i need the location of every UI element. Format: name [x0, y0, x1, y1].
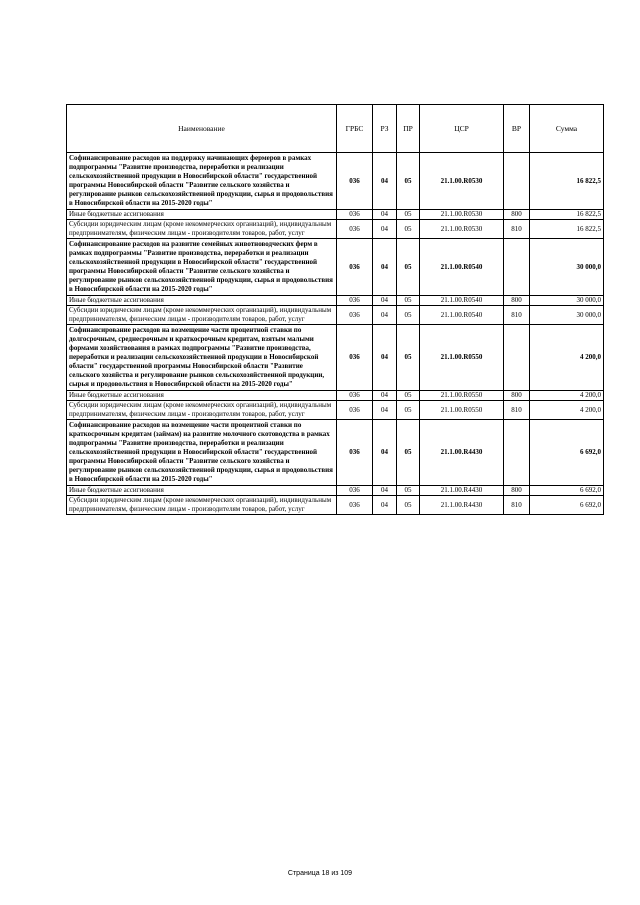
table-row-detail	[67, 401, 604, 420]
cell-sum: 6 692,0	[530, 496, 604, 515]
cell-sum: 4 200,0	[530, 325, 604, 391]
cell-grbs: 036	[337, 210, 373, 220]
cell-rz: 04	[373, 496, 397, 515]
cell-rz: 04	[373, 391, 397, 401]
cell-name: Иные бюджетные ассигнования	[67, 486, 337, 496]
table-row-detail	[67, 496, 604, 515]
table-row-program	[67, 239, 604, 296]
table-header-row	[67, 105, 604, 153]
cell-grbs: 036	[337, 306, 373, 325]
cell-grbs: 036	[337, 153, 373, 210]
cell-name: Софинансирование расходов на поддержку начинающих фермеров в рамках подпрограммы "Развитие производства, переработки и реализации сельскохозяйственной продукции в Новосибирской области" государственной программы Новосибирской области "Развитие сельского хозяйства и регулирование рынков сельскохозяйственной продукции, сырья и продовольствия в Новосибирской области на 2015-2020 годы"	[67, 153, 337, 210]
cell-grbs: 036	[337, 239, 373, 296]
cell-name: Субсидии юридическим лицам (кроме некоммерческих организаций), индивидуальным предпринимателям, физическим лицам - производителям товаров, работ, услуг	[67, 401, 337, 420]
header-rz: РЗ	[373, 105, 397, 153]
cell-rz: 04	[373, 296, 397, 306]
cell-csr: 21.1.00.R0550	[420, 325, 504, 391]
cell-vr	[504, 325, 530, 391]
cell-sum: 16 822,5	[530, 153, 604, 210]
cell-rz: 04	[373, 239, 397, 296]
cell-sum: 6 692,0	[530, 420, 604, 486]
table-row-detail	[67, 486, 604, 496]
cell-sum: 30 000,0	[530, 239, 604, 296]
table-row-detail	[67, 296, 604, 306]
cell-sum: 4 200,0	[530, 391, 604, 401]
table-row-program	[67, 325, 604, 391]
cell-grbs: 036	[337, 220, 373, 239]
header-pr: ПР	[397, 105, 420, 153]
cell-grbs: 036	[337, 401, 373, 420]
cell-rz: 04	[373, 306, 397, 325]
cell-grbs: 036	[337, 296, 373, 306]
cell-vr: 810	[504, 220, 530, 239]
cell-csr: 21.1.00.R0540	[420, 239, 504, 296]
cell-csr: 21.1.00.R4430	[420, 420, 504, 486]
cell-grbs: 036	[337, 391, 373, 401]
cell-vr	[504, 153, 530, 210]
cell-sum: 4 200,0	[530, 401, 604, 420]
cell-grbs: 036	[337, 486, 373, 496]
cell-pr: 05	[397, 220, 420, 239]
table-row-detail	[67, 391, 604, 401]
cell-rz: 04	[373, 220, 397, 239]
cell-pr: 05	[397, 296, 420, 306]
cell-vr: 800	[504, 486, 530, 496]
cell-pr: 05	[397, 306, 420, 325]
cell-pr: 05	[397, 153, 420, 210]
cell-csr: 21.1.00.R4430	[420, 496, 504, 515]
header-grbs: ГРБС	[337, 105, 373, 153]
table-row-detail	[67, 210, 604, 220]
cell-rz: 04	[373, 210, 397, 220]
cell-pr: 05	[397, 496, 420, 515]
cell-pr: 05	[397, 391, 420, 401]
table-row-program	[67, 420, 604, 486]
cell-rz: 04	[373, 401, 397, 420]
cell-csr: 21.1.00.R0540	[420, 306, 504, 325]
cell-rz: 04	[373, 486, 397, 496]
table-row-program	[67, 153, 604, 210]
cell-csr: 21.1.00.R0530	[420, 210, 504, 220]
header-sum: Сумма	[530, 105, 604, 153]
cell-vr: 800	[504, 391, 530, 401]
cell-vr: 800	[504, 296, 530, 306]
cell-rz: 04	[373, 153, 397, 210]
cell-sum: 16 822,5	[530, 210, 604, 220]
cell-name: Субсидии юридическим лицам (кроме некоммерческих организаций), индивидуальным предпринимателям, физическим лицам - производителям товаров, работ, услуг	[67, 306, 337, 325]
cell-csr: 21.1.00.R4430	[420, 486, 504, 496]
cell-vr	[504, 420, 530, 486]
table-row-detail	[67, 306, 604, 325]
cell-vr: 810	[504, 401, 530, 420]
cell-pr: 05	[397, 239, 420, 296]
cell-grbs: 036	[337, 496, 373, 515]
cell-name: Иные бюджетные ассигнования	[67, 391, 337, 401]
cell-name: Софинансирование расходов на возмещение части процентной ставки по краткосрочным кредитам (займам) на развитие молочного скотоводства в рамках подпрограммы "Развитие производства, переработки и реализации сельскохозяйственной продукции в Новосибирской области" государственной программы Новосибирской области "Развитие сельского хозяйства и регулирование рынков сельскохозяйственной продукции, сырья и продовольствия в Новосибирской области на 2015-2020 годы"	[67, 420, 337, 486]
cell-vr	[504, 239, 530, 296]
cell-pr: 05	[397, 420, 420, 486]
cell-pr: 05	[397, 401, 420, 420]
cell-csr: 21.1.00.R0530	[420, 220, 504, 239]
cell-pr: 05	[397, 210, 420, 220]
cell-sum: 30 000,0	[530, 296, 604, 306]
header-name: Наименование	[67, 105, 337, 153]
cell-rz: 04	[373, 325, 397, 391]
cell-rz: 04	[373, 420, 397, 486]
cell-vr: 810	[504, 306, 530, 325]
cell-csr: 21.1.00.R0530	[420, 153, 504, 210]
cell-name: Субсидии юридическим лицам (кроме некоммерческих организаций), индивидуальным предпринимателям, физическим лицам - производителям товаров, работ, услуг	[67, 220, 337, 239]
cell-name: Иные бюджетные ассигнования	[67, 296, 337, 306]
cell-grbs: 036	[337, 325, 373, 391]
cell-name: Субсидии юридическим лицам (кроме некоммерческих организаций), индивидуальным предпринимателям, физическим лицам - производителям товаров, работ, услуг	[67, 496, 337, 515]
cell-grbs: 036	[337, 420, 373, 486]
cell-vr: 800	[504, 210, 530, 220]
cell-pr: 05	[397, 486, 420, 496]
cell-name: Софинансирование расходов на развитие семейных животноводческих ферм в рамках подпрограммы "Развитие производства, переработки и реализации сельскохозяйственной продукции в Новосибирской области" государственной программы Новосибирской области "Развитие сельского хозяйства и регулирование рынков сельскохозяйственной продукции, сырья и продовольствия в Новосибирской области на 2015-2020 годы"	[67, 239, 337, 296]
cell-sum: 16 822,5	[530, 220, 604, 239]
cell-csr: 21.1.00.R0540	[420, 296, 504, 306]
cell-sum: 6 692,0	[530, 486, 604, 496]
cell-name: Софинансирование расходов на возмещение части процентной ставки по долгосрочным, среднесрочным и краткосрочным кредитам, взятым малыми формами хозяйствования в рамках подпрограммы "Развитие производства, переработки и реализации сельскохозяйственной продукции в Новосибирской области" государственной программы Новосибирской области "Развитие сельского хозяйства и регулирование рынков сельскохозяйственной продукции, сырья и продовольствия в Новосибирской области на 2015-2020 годы"	[67, 325, 337, 391]
cell-name: Иные бюджетные ассигнования	[67, 210, 337, 220]
header-vr: ВР	[504, 105, 530, 153]
cell-csr: 21.1.00.R0550	[420, 401, 504, 420]
cell-csr: 21.1.00.R0550	[420, 391, 504, 401]
page-number: Страница 18 из 109	[287, 870, 353, 877]
cell-vr: 810	[504, 496, 530, 515]
cell-sum: 30 000,0	[530, 306, 604, 325]
budget-table	[66, 104, 604, 515]
table-row-detail	[67, 220, 604, 239]
cell-pr: 05	[397, 325, 420, 391]
header-csr: ЦСР	[420, 105, 504, 153]
